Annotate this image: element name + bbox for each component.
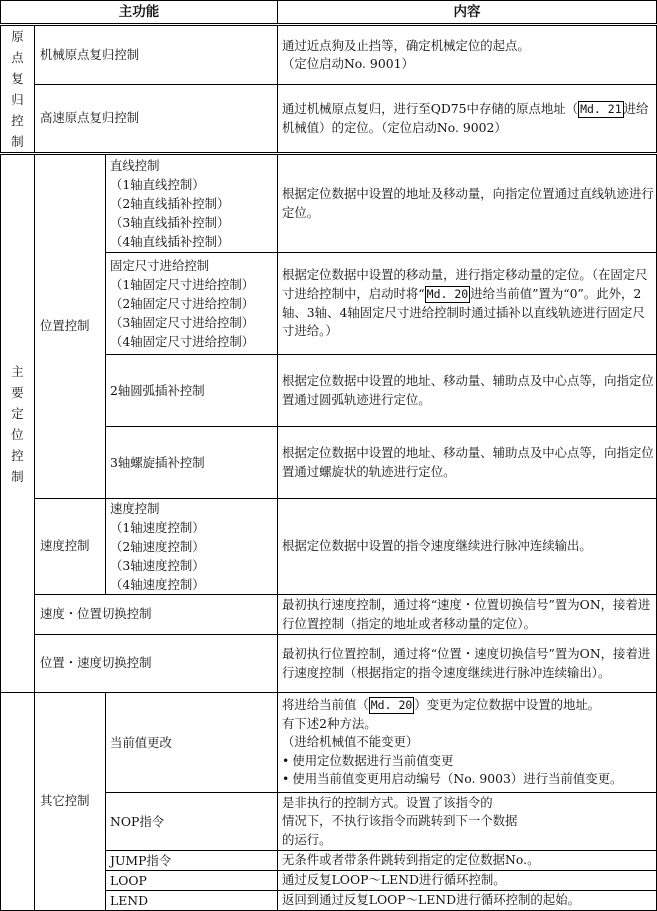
sub-loop: LOOP [106, 871, 278, 891]
row-name-machine-origin-return: 机械原点复归控制 [35, 25, 278, 85]
row-content-helical-interpolation: 根据定位数据中设置的地址、移动量、辅助点及中心点等，向指定位置通过螺旋状的轨迹进行定位。 [278, 427, 657, 499]
reference-md21: Md. 21 [580, 102, 622, 116]
row-content-loop: 通过反复LOOP～LEND进行循环控制。 [278, 871, 657, 891]
row-content-machine-origin-return: 通过近点狗及止挡等，确定机械定位的起点。 （定位启动No. 9001） [278, 25, 657, 85]
table-row [1, 499, 657, 595]
reference-md20: Md. 20 [370, 698, 413, 713]
row-content-circular-interpolation: 根据定位数据中设置的地址、移动量、辅助点及中心点等，向指定位置通过圆弧轨迹进行定位。 [278, 355, 657, 427]
row-content-speed-position-switch: 最初执行速度控制，通过将“速度・位置切换信号”置为ON，接着进行位置控制（指定的地址或者移动量的定位）。 [278, 595, 657, 635]
row-name-speed-position-switch: 速度・位置切换控制 [35, 595, 278, 635]
sub-linear-control: 直线控制 （1轴直线控制） （2轴直线插补控制） （3轴直线插补控制） （4轴直线插补控制） [106, 154, 278, 253]
row-content-lend: 返回到通过反复LOOP～LEND进行循环控制的起始。 [278, 891, 657, 911]
reference-md20: Md. 20 [426, 286, 469, 301]
table-row [1, 635, 657, 693]
row-content-linear-control: 根据定位数据中设置的地址及移动量，向指定位置通过直线轨迹进行定位。 [278, 154, 657, 253]
sub-circular-interpolation: 2轴圆弧插补控制 [106, 355, 278, 427]
row-content-high-speed-origin-return: 通过机械原点复归，进行至QD75中存储的原点地址（ Md. 21 进给机械值）的定位。（定位启动No. 9002） [278, 85, 657, 154]
table-row [1, 595, 657, 635]
row-content-nop-instruction: 是非执行的控制方式。设置了该指令的 情况下，不执行该指令而跳转到下一个数据 的运行。 [278, 793, 657, 851]
row-name-position-speed-switch: 位置・速度切换控制 [35, 635, 278, 693]
row-content-position-speed-switch: 最初执行位置控制，通过将“位置・速度切换信号”置为ON，接着进行速度控制（根据指定的指令速度继续进行脉冲连续输出）。 [278, 635, 657, 693]
table-row [1, 693, 657, 793]
table-row [1, 85, 657, 154]
row-name-high-speed-origin-return: 高速原点复归控制 [35, 85, 278, 154]
category-other-control: 其它控制 [35, 693, 106, 911]
row-content-speed-control: 根据定位数据中设置的指令速度继续进行脉冲连续输出。 [278, 499, 657, 595]
sub-fixed-feed-control: 固定尺寸进给控制 （1轴固定尺寸进给控制） （2轴固定尺寸进给控制） （3轴固定尺寸进给控制） （4轴固定尺寸进给控制） [106, 253, 278, 355]
header-content: 内容 [278, 1, 657, 25]
table-header-row [1, 1, 657, 25]
category-position-control: 位置控制 [35, 154, 106, 499]
group-label-main-positioning: 主 要 定 位 控 制 [1, 154, 35, 693]
sub-nop-instruction: NOP指令 [106, 793, 278, 851]
row-content-current-value-change: 将进给当前值（ Md. 20 ）变更为定位数据中设置的地址。 有下述2种方法。 （进给机械值不能变更） • 使用定位数据进行当前值变更 • 使用当前值变更用启动编号（No. 9003）进行当前值变更。 [278, 693, 657, 793]
sub-helical-interpolation: 3轴螺旋插补控制 [106, 427, 278, 499]
category-speed-control: 速度控制 [35, 499, 106, 595]
sub-current-value-change: 当前值更改 [106, 693, 278, 793]
header-main-function: 主功能 [1, 1, 278, 25]
table-row [1, 154, 657, 253]
sub-speed-control: 速度控制 （1轴速度控制） （2轴速度控制） （3轴速度控制） （4轴速度控制） [106, 499, 278, 595]
row-content-jump-instruction: 无条件或者带条件跳转到指定的定位数据No.。 [278, 851, 657, 871]
table-row [1, 25, 657, 85]
row-content-fixed-feed-control: 根据定位数据中设置的移动量，进行指定移动量的定位。（在固定尺寸进给控制中，启动时将“ Md. 20 进给当前值”置为“0”。此外，2轴、3轴、4轴固定尺寸进给控制时通过插补以直线轨迹进行固定尺寸进给。） [278, 253, 657, 355]
sub-lend: LEND [106, 891, 278, 911]
group-label-origin-return: 原 点 复 归 控 制 [1, 25, 35, 154]
sub-jump-instruction: JUMP指令 [106, 851, 278, 871]
